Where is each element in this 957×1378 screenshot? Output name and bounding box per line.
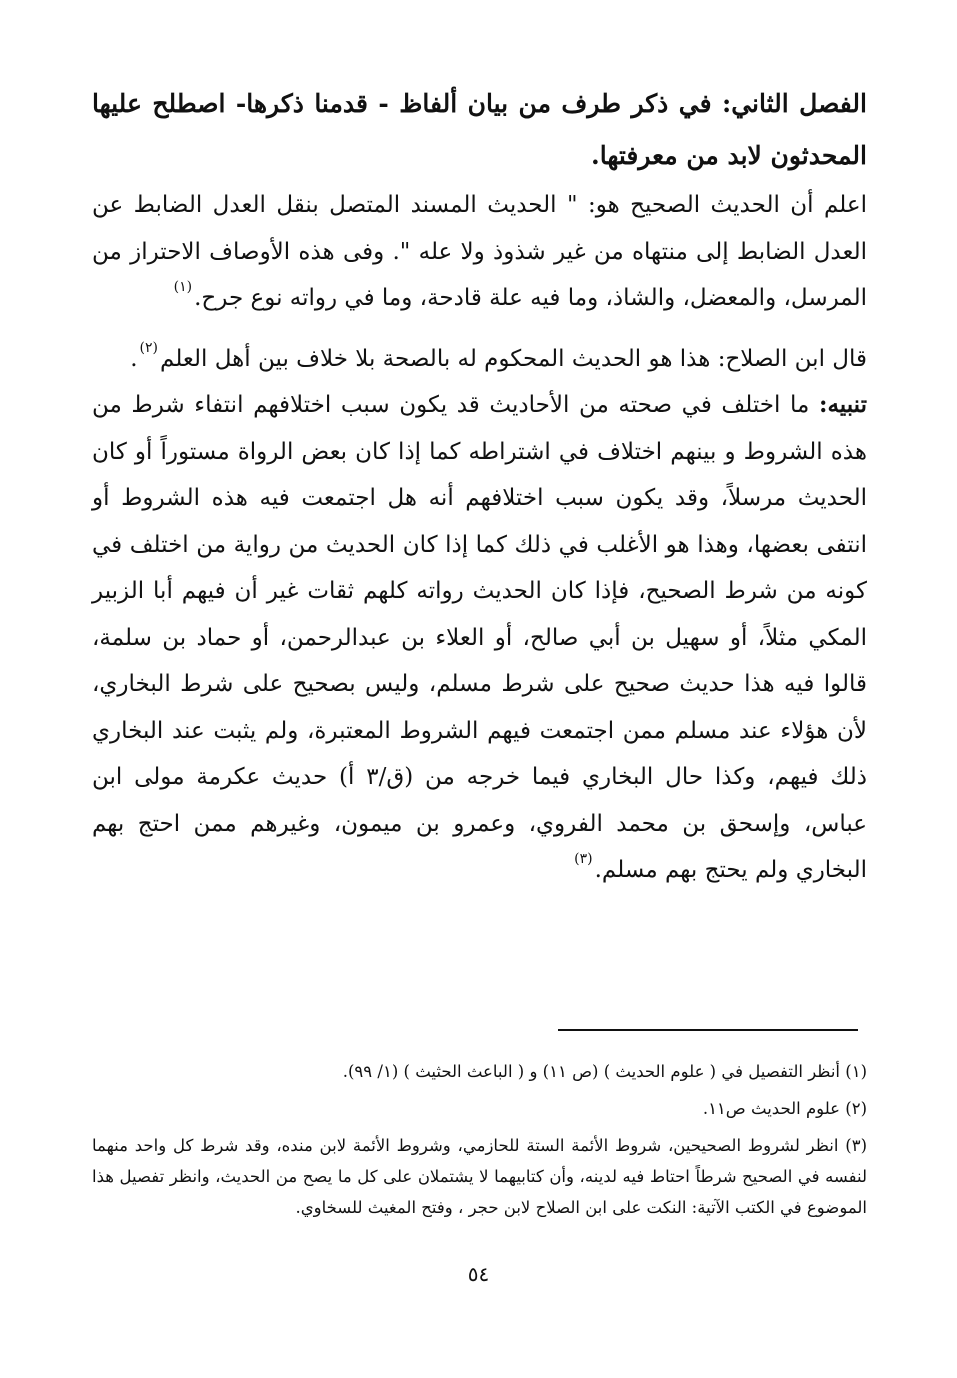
paragraph-note-text: ما اختلف في صحته من الأحاديث قد يكون سبب اختلافهم انتفاء شرط من هذه الشروط و بينهم اختلاف في اشتراطه كما إذا كان بعض الرواة مستوراً أو كان الحديث مرسلاً، وقد يكون سبب اختلافهم أنه هل اجتمعت فيه هذه الشروط أو انتفى بعضها، وهذا هو الأغلب في ذلك كما إذا كان الحديث من رواية من اختلف في كونه من شرط الصحيح، فإذا كان الحديث رواته كلهم ثقات غير أن فيهم أبا الزبير المكي مثلاً، أو سهيل بن أبي صالح، أو العلاء بن عبدالرحمن، أو حماد بن سلمة، قالوا فيه هذا حديث صحيح على شرط مسلم، وليس بصحيح على شرط البخاري، لأن هؤلاء عند مسلم ممن اجتمعت فيهم الشروط المعتبرة، ولم يثبت عند البخاري ذلك فيهم، وكذا حال البخاري فيما خرجه من (ق/٣ أ) حديث عكرمة مولى ابن عباس، وإسحق بن محمد الفروي، وعمرو بن ميمون، وغيرهم ممن احتج بهم البخاري ولم يحتج بهم مسلم. [92,392,867,883]
footnote-ref-3: (٣) [574,851,593,867]
note-label: تنبيه: [818,391,867,418]
footnote-1: (١) أنظر التفصيل في ( علوم الحديث ) (ص ١١) و ( الباعث الحثيث ) (١/ ٩٩). [342,1062,867,1081]
footnotes [92,1056,867,1229]
paragraph-ibn-salah-text: قال ابن الصلاح: هذا هو الحديث المحكوم له بالصحة بلا خلاف بين أهل العلم [160,345,867,372]
paragraph-definition-text: اعلم أن الحديث الصحيح هو: " الحديث المسند المتصل بنقل العدل الضابط عن العدل الضابط إلى منتهاه من غير شذوذ ولا عله ". وفى هذه الأوصاف الاحتراز من المرسل، والمعضل، والشاذ، وما فيه علة قادحة، وما في رواته نوع جرح. [92,192,867,311]
footnote-2: (٢) علوم الحديث ص١١. [702,1099,867,1118]
footnote-separator [558,1029,858,1031]
page-body [92,78,867,894]
paragraph-ibn-salah [92,336,867,383]
chapter-heading: الفصل الثاني: في ذكر طرف من بيان ألفاظ - قدمنا ذكرها- اصطلح عليها المحدثون لابد من معرفتها. [92,89,867,170]
paragraph-note [92,382,867,894]
paragraph-definition [92,182,867,322]
footnote-ref-1: (١) [173,279,193,295]
page-number: ٥٤ [467,1262,490,1286]
footnote-ref-2: (٢) [139,339,159,356]
footnote-3: (٣) انظر لشروط الصحيحين، شروط الأئمة الستة للحازمي، وشروط الأئمة لابن منده، وقد شرط كل واحد منهما لنفسه في الصحيح شرطاً احتاط فيه لدينه، وأن كتابيهما لا يشتملان على كل ما يصح من الحديث، وانظر تفصيل هذا الموضوع في الكتب الآتية: النكت على ابن الصلاح لابن حجر ، وفتح المغيث للسخاوي. [92,1136,867,1217]
paragraph-ibn-salah-end: . [130,345,138,372]
